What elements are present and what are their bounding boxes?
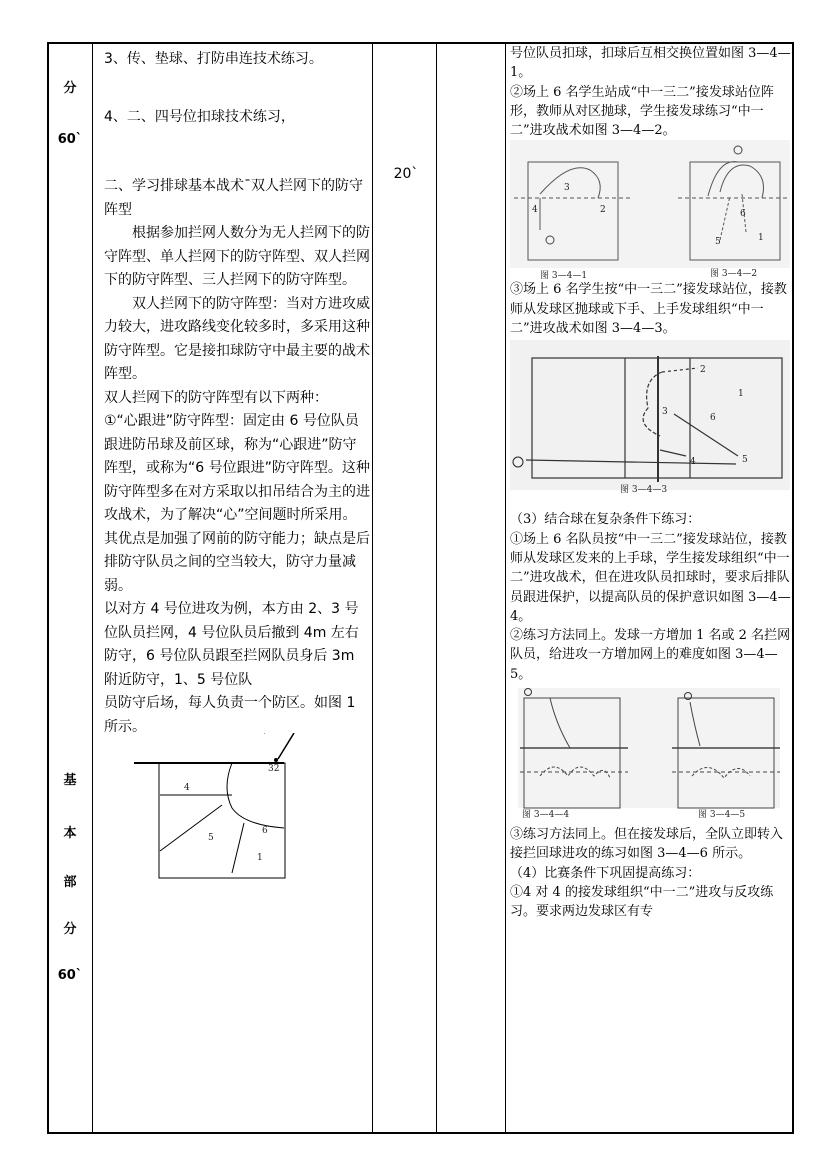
content-paragraph: （3）结合球在复杂条件下练习： [510, 512, 701, 528]
figure-caption: 图 3—4—4 [522, 810, 570, 820]
figure-3-4-3 [510, 338, 790, 498]
practice-method-column [510, 44, 792, 922]
figure-caption: 图 3—4—2 [710, 269, 758, 280]
figure-label: 6 [262, 826, 268, 836]
figure-label: 5 [715, 237, 721, 248]
figure-3-4-1-2 [510, 140, 790, 280]
figure-label: 1 [738, 389, 744, 400]
figure-label: 32 [268, 764, 280, 774]
figure-label: 6 [740, 209, 746, 220]
section-label-char: 60` [57, 132, 83, 147]
content-paragraph: ③场上 6 名学生按“中一三二”接发球站位，接教师从发球区抛球或下手、上手发球组织“中一二”进攻战术如图 3—4—3。 [510, 282, 787, 337]
content-paragraph: 双人拦网下的防守阵型有以下两种： [104, 389, 328, 406]
content-paragraph: ③练习方法同上。但在接发球后，全队立即转入接拦回球进攻的练习如图 3—4—6 所示。 [510, 827, 784, 862]
figure-1-diagram [104, 733, 354, 883]
content-paragraph: ①“心跟进”防守阵型：固定由 6 号位队员跟进防吊球及前区球，称为“心跟进”防守阵型，或称为“6 号位跟进”防守阵型。这种防守阵型多在对方采取以扣吊结合为主的进攻战术，为了解决“心”空间题时所采用。其优点是加强了网前的防守能力；缺点是后排防守队员之间的空当较大，防守力量减弱。 [104, 413, 370, 594]
figure-label: 4 [690, 457, 696, 468]
section-label-char: 60` [57, 968, 83, 983]
content-paragraph: 双人拦网下的防守阵型：当对方进攻威力较大，进攻路线变化较多时，多采用这种防守阵型。它是接扣球防守中最主要的战术阵型。 [104, 295, 370, 382]
section-label-column [49, 44, 91, 1132]
figure-label: 5 [208, 833, 214, 843]
content-item: 4、二、四号位扣球技术练习， [104, 108, 295, 125]
content-paragraph: 根据参加拦网人数分为无人拦网下的防守阵型、单人拦网下的防守阵型、双人拦网下的防守阵型、三人拦网下的防守阵型。 [104, 225, 370, 288]
time-column [377, 166, 435, 182]
content-paragraph: ②场上 6 名学生站成“中一三二”接发球站位阵形，教师从对区抛球，学生接发球练习“中一二”进攻战术如图 3—4—2。 [510, 84, 774, 139]
section-label-char: 部 [63, 875, 77, 890]
figure-label: 6 [710, 413, 716, 424]
figure-caption: 图 3—4—5 [698, 810, 746, 820]
figure-label: 4 [184, 783, 190, 793]
section-label-char: 基 [63, 773, 77, 788]
content-paragraph: 号位队员扣球，扣球后互相交换位置如图 3—4—1。 [510, 46, 791, 81]
section-label-char: 分 [63, 81, 77, 96]
figure-3-4-4-5 [510, 684, 790, 819]
column-divider [92, 42, 93, 1134]
content-item: 3、传、垫球、打防串连技术练习。 [104, 51, 323, 67]
figure-label: 1 [758, 233, 764, 244]
content-paragraph: 员防守后场，每人负责一个防区。如图 1 所示。 [104, 695, 356, 735]
figure-label: 3 [564, 183, 570, 194]
figure-label: 5 [742, 455, 748, 466]
section-label-char: 分 [63, 922, 77, 937]
section-heading: 二、学习排球基本战术¯双人拦网下的防守阵型 [104, 178, 363, 218]
figure-caption: 图 3—4—3 [620, 485, 668, 496]
content-paragraph: ①场上 6 名队员按“中一三二”接发球站位，接教师从发球区发来的上手球，学生接发球组织“中一二”进攻战术，但在进攻队员扣球时，要求后排队员跟进保护，以提高队员的保护意识如图 3—4—4。 [510, 531, 791, 624]
column-divider [505, 42, 506, 1134]
figure-label: 4 [532, 205, 538, 216]
teaching-content-column [104, 48, 370, 883]
figure-label: 1 [257, 853, 263, 863]
column-divider [372, 42, 373, 1134]
figure-label: 2 [700, 365, 706, 376]
time-allocation: 20` [393, 166, 419, 182]
content-paragraph: ②练习方法同上。发球一方增加 1 名或 2 名拦网队员，给进攻一方增加网上的难度如图 3—4—5。 [510, 628, 791, 682]
section-label-char: 本 [63, 826, 77, 841]
column-divider [436, 42, 437, 1134]
figure-caption: 图 3—4—1 [540, 271, 588, 281]
figure-label: 3 [662, 407, 668, 418]
figure-label: 2 [600, 205, 606, 216]
content-paragraph: ①4 对 4 的接发球组织“中一二”进攻与反攻练习。要求两边发球区有专 [510, 884, 774, 920]
content-paragraph: 以对方 4 号位进攻为例，本方由 2、3 号位队员拦网，4 号位队员后撤到 4m 左右防守，6 号位队员跟至拦网队员身后 3m 附近防守，1、5 号位队 [104, 601, 359, 688]
content-paragraph: （4）比赛条件下巩固提高练习： [510, 865, 701, 881]
